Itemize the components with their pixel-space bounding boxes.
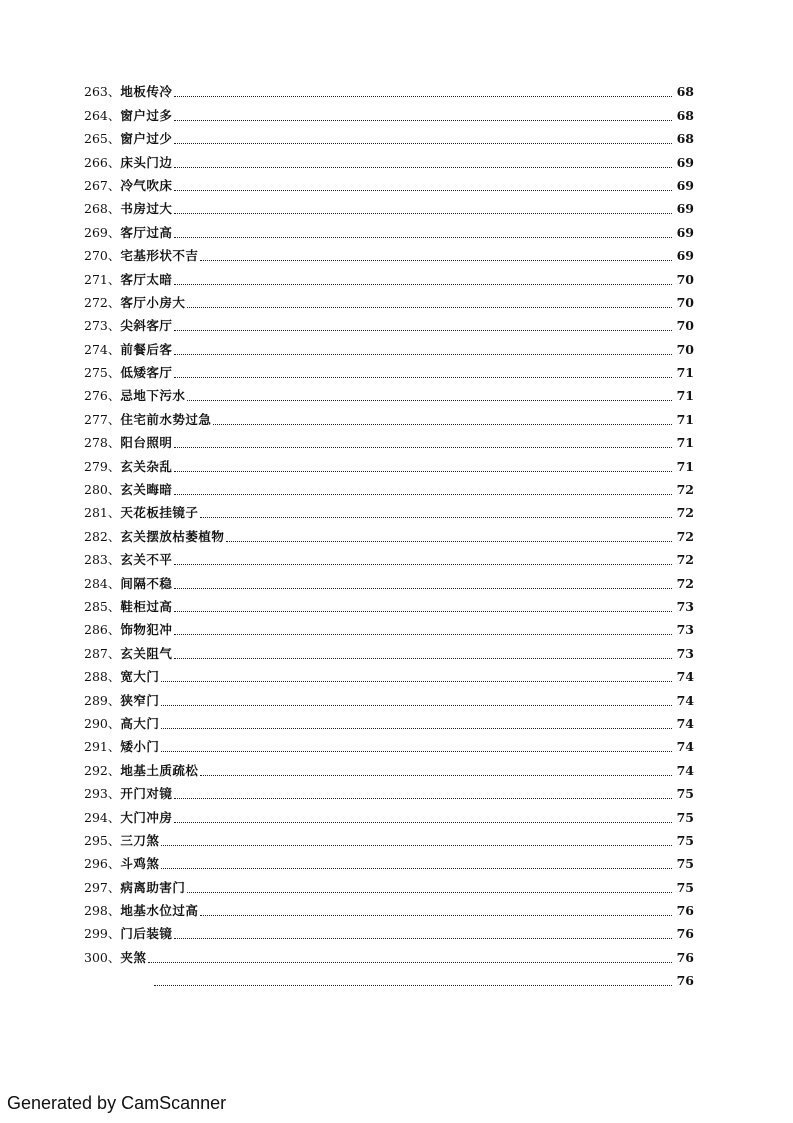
toc-entry-page: 71 bbox=[676, 411, 694, 427]
toc-entry-number: 288 bbox=[84, 669, 108, 685]
dot-leader bbox=[187, 306, 672, 308]
toc-entry-page: 70 bbox=[676, 341, 694, 357]
toc-entry-title: 夹煞 bbox=[120, 949, 147, 965]
toc-entry-number: 271 bbox=[84, 271, 108, 287]
toc-entry-separator: 、 bbox=[107, 411, 121, 427]
toc-trailing-entry bbox=[84, 965, 694, 988]
dot-leader bbox=[174, 587, 672, 589]
toc-entry bbox=[84, 310, 694, 333]
toc-entry-separator: 、 bbox=[107, 879, 121, 895]
dot-leader bbox=[148, 961, 672, 963]
dot-leader bbox=[174, 633, 672, 635]
dot-leader bbox=[174, 610, 672, 612]
toc-entry-page: 68 bbox=[676, 131, 694, 147]
toc-entry bbox=[84, 333, 694, 356]
dot-leader bbox=[174, 329, 672, 331]
dot-leader bbox=[161, 680, 672, 682]
toc-entry-number: 270 bbox=[84, 248, 108, 264]
toc-entry-separator: 、 bbox=[107, 715, 121, 731]
toc-entry bbox=[84, 778, 694, 801]
toc-entry-title: 玄关摆放枯萎植物 bbox=[120, 528, 225, 544]
toc-entry-title: 窗户过多 bbox=[120, 107, 173, 123]
toc-entry-number: 291 bbox=[84, 739, 108, 755]
toc-entry-page: 75 bbox=[676, 809, 694, 825]
toc-entry-number: 295 bbox=[84, 832, 108, 848]
toc-entry-page: 76 bbox=[676, 973, 694, 989]
toc-entry-separator: 、 bbox=[107, 622, 121, 638]
toc-entry bbox=[84, 357, 694, 380]
dot-leader bbox=[174, 283, 672, 285]
toc-entry-title: 书房过大 bbox=[120, 201, 173, 217]
toc-entry bbox=[84, 263, 694, 286]
toc-entry-number: 298 bbox=[84, 903, 108, 919]
toc-entry bbox=[84, 848, 694, 871]
dot-leader bbox=[174, 166, 672, 168]
toc-entry-number: 290 bbox=[84, 715, 108, 731]
toc-entry-page: 73 bbox=[676, 645, 694, 661]
toc-entry bbox=[84, 427, 694, 450]
toc-entry-title: 低矮客厅 bbox=[120, 365, 173, 381]
toc-entry bbox=[84, 216, 694, 239]
toc-entry bbox=[84, 637, 694, 660]
dot-leader bbox=[174, 376, 672, 378]
toc-entry bbox=[84, 497, 694, 520]
toc-entry-separator: 、 bbox=[107, 435, 121, 451]
toc-entry-page: 76 bbox=[676, 926, 694, 942]
toc-entry-number: 283 bbox=[84, 552, 108, 568]
toc-entry-separator: 、 bbox=[107, 482, 121, 498]
toc-entry-separator: 、 bbox=[107, 786, 121, 802]
toc-entry-separator: 、 bbox=[107, 201, 121, 217]
toc-entry bbox=[84, 403, 694, 426]
toc-entry bbox=[84, 520, 694, 543]
dot-leader bbox=[174, 119, 672, 121]
toc-entry-number: 293 bbox=[84, 786, 108, 802]
dot-leader bbox=[213, 423, 672, 425]
toc-entry-number: 269 bbox=[84, 224, 108, 240]
toc-entry-page: 76 bbox=[676, 949, 694, 965]
toc-entry-page: 69 bbox=[676, 248, 694, 264]
toc-entry-separator: 、 bbox=[107, 458, 121, 474]
toc-entry-page: 74 bbox=[676, 762, 694, 778]
toc-entry bbox=[84, 170, 694, 193]
toc-entry-title: 窗户过少 bbox=[120, 131, 173, 147]
toc-entry-separator: 、 bbox=[107, 505, 121, 521]
toc-entry-separator: 、 bbox=[107, 84, 121, 100]
toc-entry bbox=[84, 287, 694, 310]
toc-entry-separator: 、 bbox=[107, 388, 121, 404]
toc-entry-page: 70 bbox=[676, 294, 694, 310]
toc-entry-title: 天花板挂镜子 bbox=[120, 505, 199, 521]
dot-leader bbox=[154, 984, 672, 986]
toc-entry-number: 275 bbox=[84, 365, 108, 381]
dot-leader bbox=[174, 189, 672, 191]
toc-entry-number: 266 bbox=[84, 154, 108, 170]
toc-entry-separator: 、 bbox=[107, 528, 121, 544]
toc-entry-page: 68 bbox=[676, 84, 694, 100]
toc-entry bbox=[84, 123, 694, 146]
toc-entry-title: 客厅过高 bbox=[120, 224, 173, 240]
toc-entry-title: 忌地下污水 bbox=[120, 388, 186, 404]
toc-entry-title: 三刀煞 bbox=[120, 832, 160, 848]
toc-entry-number: 287 bbox=[84, 645, 108, 661]
dot-leader bbox=[174, 142, 672, 144]
dot-leader bbox=[187, 891, 672, 893]
toc-entry-number: 300 bbox=[84, 949, 108, 965]
toc-entry-title: 玄关不平 bbox=[120, 552, 173, 568]
toc-entry-title: 大门冲房 bbox=[120, 809, 173, 825]
dot-leader bbox=[174, 657, 672, 659]
toc-entry-separator: 、 bbox=[107, 739, 121, 755]
toc-entry-number: 286 bbox=[84, 622, 108, 638]
toc-entry-title: 开门对镜 bbox=[120, 786, 173, 802]
dot-leader bbox=[161, 727, 672, 729]
toc-entry-title: 病离助害门 bbox=[120, 879, 186, 895]
toc-entry bbox=[84, 567, 694, 590]
toc-entry-number: 289 bbox=[84, 692, 108, 708]
toc-entry-page: 72 bbox=[676, 575, 694, 591]
toc-entry-title: 玄关阻气 bbox=[120, 645, 173, 661]
toc-entry-number: 294 bbox=[84, 809, 108, 825]
toc-entry bbox=[84, 193, 694, 216]
toc-entry-title: 门后装镜 bbox=[120, 926, 173, 942]
toc-entry-page: 71 bbox=[676, 458, 694, 474]
toc-entry-number: 299 bbox=[84, 926, 108, 942]
dot-leader bbox=[174, 353, 672, 355]
toc-entry-number: 297 bbox=[84, 879, 108, 895]
toc-entry-separator: 、 bbox=[107, 762, 121, 778]
dot-leader bbox=[187, 399, 672, 401]
dot-leader bbox=[174, 236, 672, 238]
toc-entry-title: 床头门边 bbox=[120, 154, 173, 170]
toc-entry-separator: 、 bbox=[107, 294, 121, 310]
toc-entry-separator: 、 bbox=[107, 131, 121, 147]
toc-entry-separator: 、 bbox=[107, 669, 121, 685]
toc-entry-separator: 、 bbox=[107, 224, 121, 240]
toc-entry-separator: 、 bbox=[107, 177, 121, 193]
toc-entry bbox=[84, 661, 694, 684]
toc-entry-title: 高大门 bbox=[120, 715, 160, 731]
toc-entry-separator: 、 bbox=[107, 926, 121, 942]
toc-entry-number: 282 bbox=[84, 528, 108, 544]
toc-entry-number: 263 bbox=[84, 84, 108, 100]
toc-entry-separator: 、 bbox=[107, 248, 121, 264]
dot-leader bbox=[161, 867, 672, 869]
toc-entry-title: 矮小门 bbox=[120, 739, 160, 755]
dot-leader bbox=[200, 774, 672, 776]
toc-entry-title: 客厅小房大 bbox=[120, 294, 186, 310]
toc-entry-page: 69 bbox=[676, 177, 694, 193]
toc-entry-title: 地板传冷 bbox=[120, 84, 173, 100]
toc-entry-separator: 、 bbox=[107, 645, 121, 661]
toc-entry-page: 72 bbox=[676, 505, 694, 521]
toc-entry-separator: 、 bbox=[107, 552, 121, 568]
toc-entry bbox=[84, 614, 694, 637]
toc-entry-page: 73 bbox=[676, 622, 694, 638]
toc-entry bbox=[84, 684, 694, 707]
toc-entry-number: 264 bbox=[84, 107, 108, 123]
toc-entry-number: 273 bbox=[84, 318, 108, 334]
table-of-contents bbox=[84, 76, 694, 988]
toc-entry-number: 277 bbox=[84, 411, 108, 427]
toc-entry bbox=[84, 99, 694, 122]
toc-entry-page: 69 bbox=[676, 154, 694, 170]
toc-entry-page: 72 bbox=[676, 528, 694, 544]
toc-entry-page: 75 bbox=[676, 786, 694, 802]
dot-leader bbox=[174, 797, 672, 799]
toc-entry bbox=[84, 76, 694, 99]
toc-entry bbox=[84, 146, 694, 169]
toc-entry bbox=[84, 941, 694, 964]
toc-entry-page: 75 bbox=[676, 832, 694, 848]
dot-leader bbox=[174, 563, 672, 565]
toc-entry-separator: 、 bbox=[107, 832, 121, 848]
toc-entry-number: 278 bbox=[84, 435, 108, 451]
dot-leader bbox=[174, 493, 672, 495]
toc-entry-number: 274 bbox=[84, 341, 108, 357]
dot-leader bbox=[174, 212, 672, 214]
toc-entry-separator: 、 bbox=[107, 692, 121, 708]
toc-entry-page: 69 bbox=[676, 224, 694, 240]
toc-entry-separator: 、 bbox=[107, 598, 121, 614]
toc-entry-page: 74 bbox=[676, 715, 694, 731]
toc-entry-page: 71 bbox=[676, 388, 694, 404]
dot-leader bbox=[200, 914, 672, 916]
toc-entry-separator: 、 bbox=[107, 949, 121, 965]
toc-entry-title: 饰物犯冲 bbox=[120, 622, 173, 638]
toc-entry bbox=[84, 708, 694, 731]
dot-leader bbox=[161, 750, 672, 752]
toc-entry-separator: 、 bbox=[107, 903, 121, 919]
toc-entry-separator: 、 bbox=[107, 154, 121, 170]
toc-entry-title: 斗鸡煞 bbox=[120, 856, 160, 872]
dot-leader bbox=[200, 259, 672, 261]
toc-entry-page: 70 bbox=[676, 318, 694, 334]
toc-entry bbox=[84, 871, 694, 894]
toc-entry-page: 72 bbox=[676, 552, 694, 568]
toc-entry-title: 狭窄门 bbox=[120, 692, 160, 708]
toc-entry-title: 鞋柜过高 bbox=[120, 598, 173, 614]
dot-leader bbox=[174, 470, 672, 472]
toc-entry-separator: 、 bbox=[107, 341, 121, 357]
toc-entry-number: 281 bbox=[84, 505, 108, 521]
toc-entry-title: 间隔不稳 bbox=[120, 575, 173, 591]
toc-entry bbox=[84, 754, 694, 777]
toc-entry bbox=[84, 474, 694, 497]
toc-entry-number: 292 bbox=[84, 762, 108, 778]
toc-entry-number: 267 bbox=[84, 177, 108, 193]
toc-entry bbox=[84, 918, 694, 941]
toc-entry-separator: 、 bbox=[107, 856, 121, 872]
toc-entry bbox=[84, 544, 694, 567]
toc-entry-title: 地基水位过高 bbox=[120, 903, 199, 919]
toc-entry-title: 玄关晦暗 bbox=[120, 482, 173, 498]
dot-leader bbox=[174, 95, 672, 97]
toc-entry-number: 285 bbox=[84, 598, 108, 614]
toc-entry-number: 268 bbox=[84, 201, 108, 217]
toc-entry-separator: 、 bbox=[107, 809, 121, 825]
toc-entry-page: 75 bbox=[676, 879, 694, 895]
toc-entry-title: 阳台照明 bbox=[120, 435, 173, 451]
toc-entry-title: 客厅太暗 bbox=[120, 271, 173, 287]
toc-entry-page: 74 bbox=[676, 692, 694, 708]
toc-entry-number: 276 bbox=[84, 388, 108, 404]
toc-entry-page: 74 bbox=[676, 739, 694, 755]
toc-entry-number: 284 bbox=[84, 575, 108, 591]
toc-entry-number: 280 bbox=[84, 482, 108, 498]
toc-entry bbox=[84, 731, 694, 754]
toc-entry-page: 73 bbox=[676, 598, 694, 614]
toc-entry-page: 75 bbox=[676, 856, 694, 872]
dot-leader bbox=[174, 937, 672, 939]
toc-entry-separator: 、 bbox=[107, 107, 121, 123]
toc-entry-page: 76 bbox=[676, 903, 694, 919]
toc-entry-title: 冷气吹床 bbox=[120, 177, 173, 193]
toc-entry-title: 住宅前水势过急 bbox=[120, 411, 212, 427]
toc-entry-page: 68 bbox=[676, 107, 694, 123]
toc-entry-title: 玄关杂乱 bbox=[120, 458, 173, 474]
toc-entry-number: 296 bbox=[84, 856, 108, 872]
toc-entry bbox=[84, 801, 694, 824]
dot-leader bbox=[161, 844, 672, 846]
toc-entry-title: 尖斜客厅 bbox=[120, 318, 173, 334]
toc-entry bbox=[84, 240, 694, 263]
toc-entry-page: 71 bbox=[676, 365, 694, 381]
toc-entry-title: 宽大门 bbox=[120, 669, 160, 685]
toc-entry bbox=[84, 825, 694, 848]
toc-entry-separator: 、 bbox=[107, 318, 121, 334]
dot-leader bbox=[226, 540, 672, 542]
toc-entry-page: 72 bbox=[676, 482, 694, 498]
toc-entry-page: 69 bbox=[676, 201, 694, 217]
dot-leader bbox=[174, 821, 672, 823]
toc-entry bbox=[84, 895, 694, 918]
scanner-watermark: Generated by CamScanner bbox=[7, 1093, 227, 1113]
toc-entry-number: 272 bbox=[84, 294, 108, 310]
toc-entry-page: 74 bbox=[676, 669, 694, 685]
toc-entry bbox=[84, 450, 694, 473]
toc-entry-title: 前餐后客 bbox=[120, 341, 173, 357]
toc-entry-number: 279 bbox=[84, 458, 108, 474]
toc-entry-page: 70 bbox=[676, 271, 694, 287]
toc-entry-separator: 、 bbox=[107, 575, 121, 591]
toc-entry bbox=[84, 380, 694, 403]
toc-entry-separator: 、 bbox=[107, 271, 121, 287]
toc-entry-page: 71 bbox=[676, 435, 694, 451]
dot-leader bbox=[174, 446, 672, 448]
dot-leader bbox=[200, 516, 672, 518]
toc-entry-title: 宅基形状不吉 bbox=[120, 248, 199, 264]
dot-leader bbox=[161, 704, 672, 706]
toc-entry-number: 265 bbox=[84, 131, 108, 147]
toc-entry bbox=[84, 591, 694, 614]
toc-entry-title: 地基土质疏松 bbox=[120, 762, 199, 778]
toc-entry-separator: 、 bbox=[107, 365, 121, 381]
